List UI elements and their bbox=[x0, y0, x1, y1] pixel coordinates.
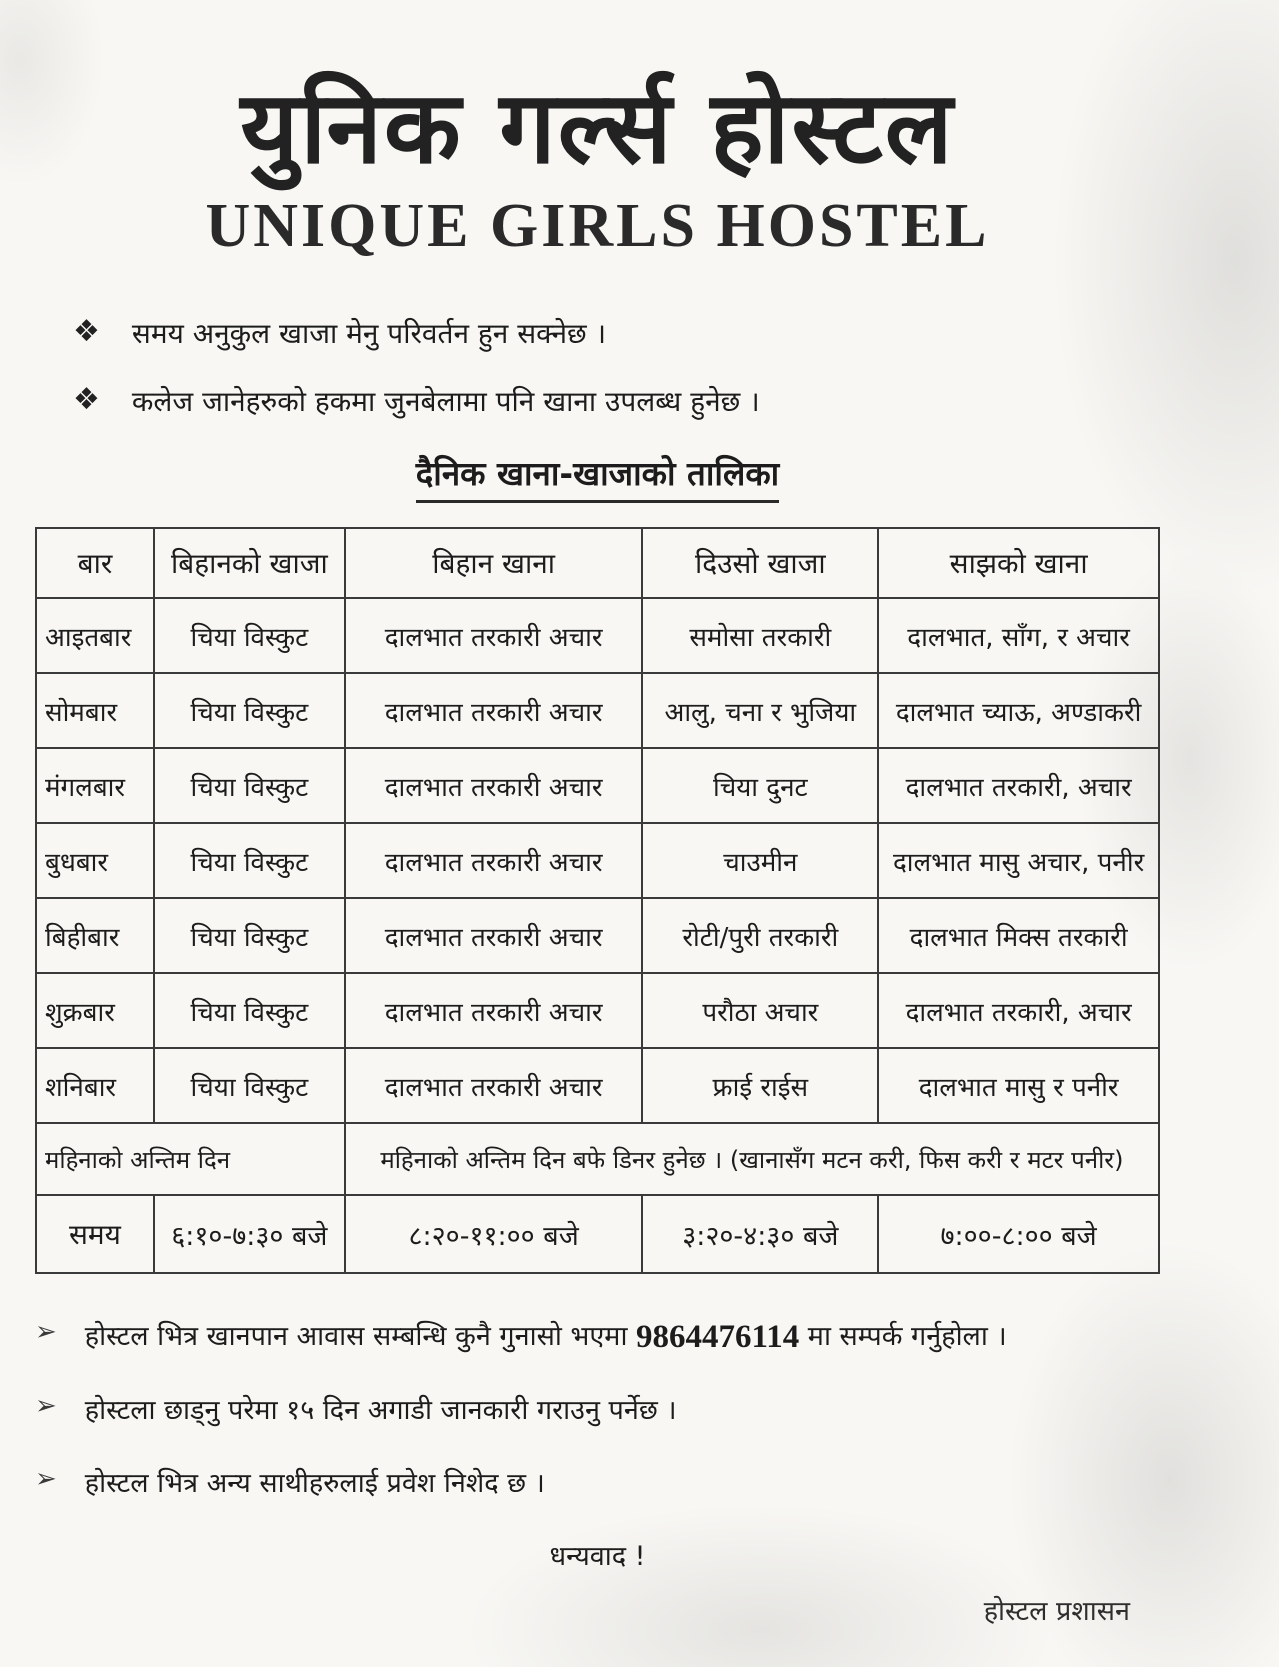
meal-cell: परौठा अचार bbox=[642, 973, 878, 1048]
meal-cell: चिया दुनट bbox=[642, 748, 878, 823]
meal-schedule-table bbox=[35, 527, 1160, 1274]
meal-cell: चिया विस्कुट bbox=[154, 598, 345, 673]
phone-number: 9864476114 bbox=[636, 1319, 800, 1355]
meal-cell: चिया विस्कुट bbox=[154, 973, 345, 1048]
day-row-wednesday bbox=[36, 823, 1159, 898]
meal-cell: रोटी/पुरी तरकारी bbox=[642, 898, 878, 973]
arrow-bullet-icon: ➢ bbox=[35, 1464, 57, 1494]
col-header-evening-meal: साझको खाना bbox=[878, 528, 1159, 598]
time-cell: ३:२०-४:३० बजे bbox=[642, 1195, 878, 1273]
day-row-tuesday bbox=[36, 748, 1159, 823]
meal-cell: आलु, चना र भुजिया bbox=[642, 673, 878, 748]
buffet-row bbox=[36, 1123, 1159, 1195]
meal-cell: चिया विस्कुट bbox=[154, 748, 345, 823]
meal-cell: चिया विस्कुट bbox=[154, 1048, 345, 1123]
arrow-bullet-icon: ➢ bbox=[35, 1391, 57, 1421]
meal-cell: दालभात तरकारी अचार bbox=[345, 898, 643, 973]
leaving-notice-note bbox=[35, 1390, 1160, 1427]
title-block bbox=[35, 70, 1160, 262]
time-cell: ७:००-८:०० बजे bbox=[878, 1195, 1159, 1273]
bottom-note-text: होस्टल भित्र अन्य साथीहरुलाई प्रवेश निशेद छ । bbox=[84, 1468, 545, 1499]
time-cell: ८:२०-११:०० बजे bbox=[345, 1195, 643, 1273]
buffet-label-cell: महिनाको अन्तिम दिन bbox=[36, 1123, 345, 1195]
meal-cell: फ्राई राईस bbox=[642, 1048, 878, 1123]
meal-cell: दालभात, साँग, र अचार bbox=[878, 598, 1159, 673]
meal-cell: दालभात मिक्स तरकारी bbox=[878, 898, 1159, 973]
signature-text: होस्टल प्रशासन bbox=[983, 1596, 1130, 1627]
table-title-wrap bbox=[35, 450, 1160, 503]
day-row-monday bbox=[36, 673, 1159, 748]
meal-cell: समोसा तरकारी bbox=[642, 598, 878, 673]
day-cell: आइतबार bbox=[36, 598, 154, 673]
table-header-row bbox=[36, 528, 1159, 598]
time-row bbox=[36, 1195, 1159, 1273]
contact-note-prefix: होस्टल भित्र खानपान आवास सम्बन्धि कुनै गुनासो भएमा bbox=[84, 1321, 637, 1352]
top-note-text: समय अनुकुल खाजा मेनु परिवर्तन हुन सक्नेछ । bbox=[131, 317, 607, 350]
day-cell: शुक्रबार bbox=[36, 973, 154, 1048]
contact-note bbox=[35, 1316, 1160, 1354]
day-cell: शनिबार bbox=[36, 1048, 154, 1123]
meal-cell: दालभात च्याऊ, अण्डाकरी bbox=[878, 673, 1159, 748]
bottom-note-text: होस्टला छाड्नु परेमा १५ दिन अगाडी जानकारी गराउनु पर्नेछ । bbox=[84, 1395, 677, 1426]
meal-cell: चाउमीन bbox=[642, 823, 878, 898]
thanks-text: धन्यवाद ! bbox=[549, 1541, 646, 1572]
meal-cell: दालभात तरकारी अचार bbox=[345, 748, 643, 823]
arrow-bullet-icon: ➢ bbox=[35, 1317, 57, 1347]
day-cell: सोमबार bbox=[36, 673, 154, 748]
day-cell: मंगलबार bbox=[36, 748, 154, 823]
hostel-title-nepali: युनिक गर्ल्स होस्टल bbox=[240, 69, 955, 186]
meal-cell: दालभात तरकारी, अचार bbox=[878, 748, 1159, 823]
meal-cell: दालभात मासु अचार, पनीर bbox=[878, 823, 1159, 898]
no-entry-note bbox=[35, 1463, 1160, 1500]
day-row-friday bbox=[36, 973, 1159, 1048]
diamond-bullet-icon: ❖ bbox=[73, 314, 100, 349]
meal-cell: दालभात तरकारी, अचार bbox=[878, 973, 1159, 1048]
meal-cell: चिया विस्कुट bbox=[154, 898, 345, 973]
meal-cell: दालभात तरकारी अचार bbox=[345, 973, 643, 1048]
top-note-text: कलेज जानेहरुको हकमा जुनबेलामा पनि खाना उपलब्ध हुनेछ । bbox=[131, 385, 760, 418]
day-cell: बिहीबार bbox=[36, 898, 154, 973]
col-header-morning-meal: बिहान खाना bbox=[345, 528, 643, 598]
col-header-morning-snack: बिहानको खाजा bbox=[154, 528, 345, 598]
hostel-title-english: UNIQUE GIRLS HOSTEL bbox=[205, 192, 990, 260]
buffet-text-cell: महिनाको अन्तिम दिन बफे डिनर हुनेछ । (खानासँग मटन करी, फिस करी र मटर पनीर) bbox=[345, 1123, 1159, 1195]
day-cell: बुधबार bbox=[36, 823, 154, 898]
meal-cell: दालभात तरकारी अचार bbox=[345, 823, 643, 898]
contact-note-text bbox=[85, 1316, 1007, 1354]
meal-cell: चिया विस्कुट bbox=[154, 823, 345, 898]
meal-cell: दालभात तरकारी अचार bbox=[345, 598, 643, 673]
col-header-day: बार bbox=[36, 528, 154, 598]
time-label-cell: समय bbox=[36, 1195, 154, 1273]
bottom-notes bbox=[35, 1316, 1160, 1500]
table-title: दैनिक खाना-खाजाको तालिका bbox=[416, 450, 779, 503]
meal-cell: चिया विस्कुट bbox=[154, 673, 345, 748]
meal-cell: दालभात तरकारी अचार bbox=[345, 1048, 643, 1123]
contact-note-suffix: मा सम्पर्क गर्नुहोला । bbox=[799, 1321, 1007, 1352]
document-page bbox=[35, 0, 1160, 1628]
top-note bbox=[73, 382, 1160, 420]
day-row-sunday bbox=[36, 598, 1159, 673]
meal-cell: दालभात मासु र पनीर bbox=[878, 1048, 1159, 1123]
meal-cell: दालभात तरकारी अचार bbox=[345, 673, 643, 748]
top-notes bbox=[73, 314, 1160, 420]
col-header-day-snack: दिउसो खाजा bbox=[642, 528, 878, 598]
day-row-saturday bbox=[36, 1048, 1159, 1123]
day-row-thursday bbox=[36, 898, 1159, 973]
time-cell: ६:१०-७:३० बजे bbox=[154, 1195, 345, 1273]
diamond-bullet-icon: ❖ bbox=[73, 382, 100, 417]
top-note bbox=[73, 314, 1160, 352]
